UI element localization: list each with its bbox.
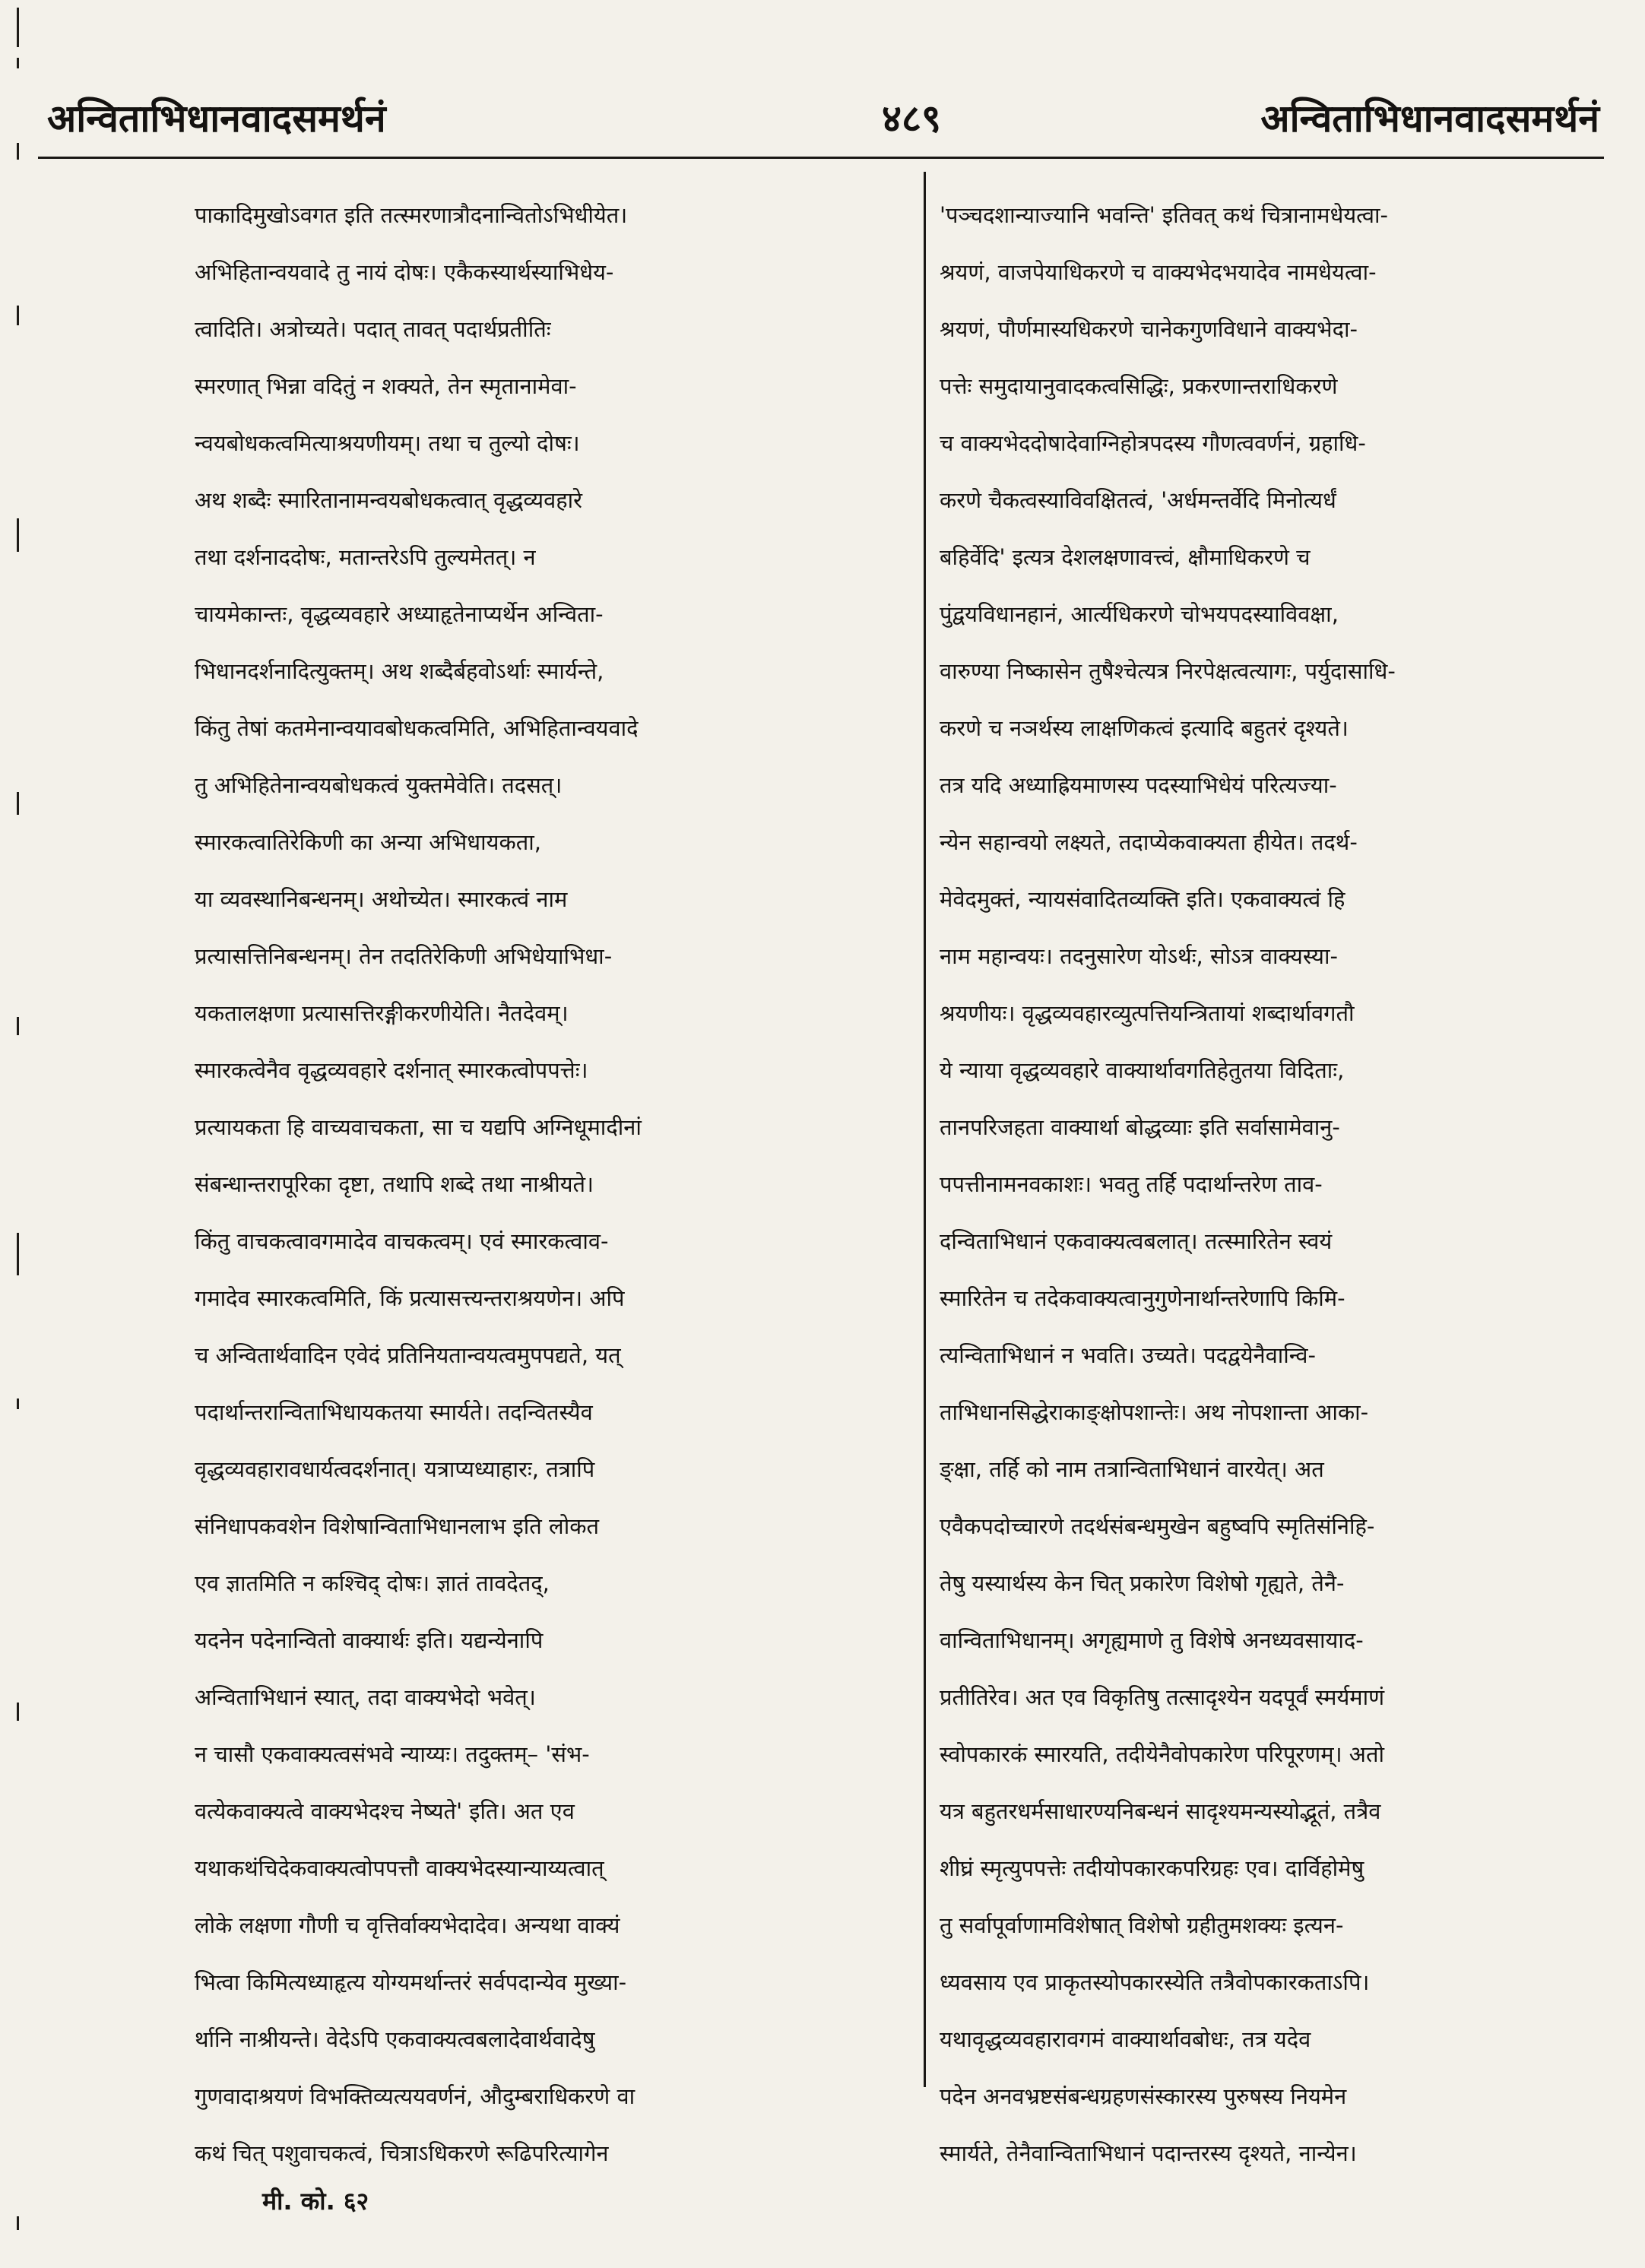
text-line: संबन्धान्तरापूरिका दृष्टा, तथापि शब्दे तथा नाश्रीयते। xyxy=(195,1171,594,1197)
text-line: वृद्धव्यवहारावधार्यत्वदर्शनात्। यत्राप्यध्याहारः, तत्रापि xyxy=(195,1456,595,1482)
running-title-left: अन्विताभिधानवादसमर्थनं xyxy=(47,97,386,141)
text-line: वारुण्या निष्कासेन तुषैश्चेत्यत्र निरपेक्षत्वत्यागः, पर्युदासाधि- xyxy=(940,658,1396,684)
text-line: पदेन अनवभ्रष्टसंबन्धग्रहणसंस्कारस्य पुरुषस्य नियमेन xyxy=(940,2083,1347,2109)
text-line: गुणवादाश्रयणं विभक्तिव्यत्ययवर्णनं, औदुम्बराधिकरणे वा xyxy=(195,2083,635,2109)
text-line: स्मारितेन च तदेकवाक्यत्वानुगुणेनार्थान्तरेणापि किमि- xyxy=(940,1285,1345,1311)
page-number: ४८९ xyxy=(882,97,941,141)
text-line: स्मार्यते, तेनैवान्विताभिधानं पदान्तरस्य दृश्यते, नान्येन। xyxy=(940,2140,1357,2166)
text-line: भित्वा किमित्यध्याहृत्य योग्यमर्थान्तरं सर्वपदान्येव मुख्या- xyxy=(195,1969,627,1995)
text-line: संनिधापकवशेन विशेषान्विताभिधानलाभ इति लोकत xyxy=(195,1513,600,1539)
margin-mark xyxy=(17,143,19,160)
text-line: न्वयबोधकत्वमित्याश्रयणीयम्। तथा च तुल्यो दोषः। xyxy=(195,430,580,456)
right-column xyxy=(940,187,1604,2182)
text-line: किंतु वाचकत्वावगमादेव वाचकत्वम्। एवं स्मारकत्वाव- xyxy=(195,1228,609,1254)
text-line: प्रत्यासत्तिनिबन्धनम्। तेन तदतिरेकिणी अभिधेयाभिधा- xyxy=(195,943,613,969)
running-title-right: अन्विताभिधानवादसमर्थनं xyxy=(1260,97,1599,141)
text-line: तानपरिजहता वाक्यार्था बोद्धव्याः इति सर्वासामेवानु- xyxy=(940,1114,1340,1140)
text-line: अन्विताभिधानं स्यात्, तदा वाक्यभेदो भवेत्। xyxy=(195,1684,536,1710)
text-line: पुंद्वयविधानहानं, आर्त्यधिकरणे चोभयपदस्याविवक्षा, xyxy=(940,601,1339,627)
text-line: श्रयणीयः। वृद्धव्यवहारव्युत्पत्तियन्त्रितायां शब्दार्थावगतौ xyxy=(940,1000,1355,1026)
text-line: स्वोपकारकं स्मारयति, तदीयेनैवोपकारेण परिपूरणम्। अतो xyxy=(940,1741,1384,1767)
text-line: तेषु यस्यार्थस्य केन चित् प्रकारेण विशेषो गृह्यते, तेनै- xyxy=(940,1570,1345,1596)
text-line: र्थानि नाश्रीयन्ते। वेदेऽपि एकवाक्यत्वबलादेवार्थवादेषु xyxy=(195,2026,595,2052)
margin-mark xyxy=(17,518,19,552)
text-line: शीघ्रं स्मृत्युपपत्तेः तदीयोपकारकपरिग्रहः एव। दार्विहोमेषु xyxy=(940,1855,1364,1881)
text-line: स्मारकत्वेनैव वृद्धव्यवहारे दर्शनात् स्मारकत्वोपपत्तेः। xyxy=(195,1057,588,1083)
text-line: ये न्याया वृद्धव्यवहारे वाक्यार्थावगतिहेतुतया विदिताः, xyxy=(940,1057,1345,1083)
text-line: तु सर्वापूर्वाणामविशेषात् विशेषो ग्रहीतुमशक्यः इत्यन- xyxy=(940,1912,1344,1938)
column-divider xyxy=(924,172,926,2087)
text-line: न चासौ एकवाक्यत्वसंभवे न्याय्यः। तदुक्तम्– 'संभ- xyxy=(195,1741,590,1767)
text-line: दन्विताभिधानं एकवाक्यत्वबलात्। तत्स्मारितेन स्वयं xyxy=(940,1228,1333,1254)
text-line: च वाक्यभेददोषादेवाग्निहोत्रपदस्य गौणत्ववर्णनं, ग्रहाधि- xyxy=(940,430,1366,456)
margin-mark xyxy=(17,58,19,68)
margin-mark xyxy=(17,8,19,47)
text-line: तु अभिहितेनान्वयबोधकत्वं युक्तमेवेति। तदसत्। xyxy=(195,772,563,798)
text-line: पदार्थान्तरान्विताभिधायकतया स्मार्यते। तदन्वितस्यैव xyxy=(195,1399,593,1425)
text-line: एवैकपदोच्चारणे तदर्थसंबन्धमुखेन बहुष्वपि स्मृतिसंनिहि- xyxy=(940,1513,1375,1539)
text-line: नाम महान्वयः। तदनुसारेण योऽर्थः, सोऽत्र वाक्यस्या- xyxy=(940,943,1338,969)
margin-mark xyxy=(17,1017,19,1035)
text-line: अभिहितान्वयवादे तु नायं दोषः। एकैकस्यार्थस्याभिधेय- xyxy=(195,259,614,285)
text-line: गमादेव स्मारकत्वमिति, किं प्रत्यासत्त्यन्तराश्रयणेन। अपि xyxy=(195,1285,625,1311)
text-line: प्रतीतिरेव। अत एव विकृतिषु तत्सादृश्येन यदपूर्वं स्मर्यमाणं xyxy=(940,1684,1385,1710)
text-line: स्मरणात् भिन्ना वदितुं न शक्यते, तेन स्मृतानामेवा- xyxy=(195,373,577,399)
text-line: करणे चैकत्वस्याविवक्षितत्वं, 'अर्धमन्तर्वेदि मिनोत्यर्धं xyxy=(940,487,1336,513)
text-line: भिधानदर्शनादित्युक्तम्। अथ शब्दैर्बहवोऽर्थाः स्मार्यन्ते, xyxy=(195,658,604,684)
text-line: यत्र बहुतरधर्मसाधारण्यनिबन्धनं सादृश्यमन्यस्योद्भूतं, तत्रैव xyxy=(940,1798,1381,1824)
page-footer-signature: मी. को. ६२ xyxy=(262,2187,369,2216)
text-line: ध्यवसाय एव प्राकृतस्योपकारस्येति तत्रैवोपकारकताऽपि। xyxy=(940,1969,1370,1995)
text-line: वान्विताभिधानम्। अगृह्यमाणे तु विशेषे अनध्यवसायाद- xyxy=(940,1627,1364,1653)
text-line: यदनेन पदेनान्वितो वाक्यार्थः इति। यद्यन्येनापि xyxy=(195,1627,544,1653)
text-line: करणे च नञर्थस्य लाक्षणिकत्वं इत्यादि बहुतरं दृश्यते। xyxy=(940,715,1349,741)
margin-mark xyxy=(17,2216,19,2230)
text-line: तथा दर्शनाददोषः, मतान्तरेऽपि तुल्यमेतत्। न xyxy=(195,544,536,570)
page-header xyxy=(38,91,1607,160)
text-line: यथाकथंचिदेकवाक्यत्वोपपत्तौ वाक्यभेदस्यान्याय्यत्वात् xyxy=(195,1855,604,1881)
text-line: यकतालक्षणा प्रत्यासत्तिरङ्गीकरणीयेति। नैतदेवम्। xyxy=(195,1000,569,1026)
text-line: वत्येकवाक्यत्वे वाक्यभेदश्च नेष्यते' इति। अत एव xyxy=(195,1798,575,1824)
margin-mark xyxy=(17,792,19,815)
text-line: मेवेदमुक्तं, न्यायसंवादितव्यक्ति इति। एकवाक्यत्वं हि xyxy=(940,886,1345,912)
text-line: पत्तेः समुदायानुवादकत्वसिद्धिः, प्रकरणान्तराधिकरणे xyxy=(940,373,1338,399)
margin-mark xyxy=(17,1703,19,1721)
text-line: च अन्वितार्थवादिन एवेदं प्रतिनियतान्वयत्वमुपपद्यते, यत् xyxy=(195,1342,621,1368)
text-line: एव ज्ञातमिति न कश्चिद् दोषः। ज्ञातं तावदेतद्, xyxy=(195,1570,550,1596)
margin-mark xyxy=(17,306,19,325)
margin-mark xyxy=(17,1233,19,1275)
text-line: 'पञ्चदशान्याज्यानि भवन्ति' इतिवत् कथं चित्रानामधेयत्वा- xyxy=(940,202,1388,228)
text-line: कथं चित् पशुवाचकत्वं, चित्राऽधिकरणे रूढिपरित्यागेन xyxy=(195,2140,609,2166)
text-line: प्रत्यायकता हि वाच्यवाचकता, सा च यद्यपि अग्निधूमादीनां xyxy=(195,1114,642,1140)
text-line: तत्र यदि अध्याह्रियमाणस्य पदस्याभिधेयं परित्यज्या- xyxy=(940,772,1337,798)
text-line: लोके लक्षणा गौणी च वृत्तिर्वाक्यभेदादेव। अन्यथा वाक्यं xyxy=(195,1912,620,1938)
text-line: किंतु तेषां कतमेनान्वयावबोधकत्वमिति, अभिहितान्वयवादे xyxy=(195,715,639,741)
text-line: त्वादिति। अत्रोच्यते। पदात् तावत् पदार्थप्रतीतिः xyxy=(195,316,551,342)
text-line: त्यन्विताभिधानं न भवति। उच्यते। पदद्वयेनैवान्वि- xyxy=(940,1342,1317,1368)
text-line: पपत्तीनामनवकाशः। भवतु तर्हि पदार्थान्तरेण ताव- xyxy=(940,1171,1323,1197)
text-line: श्रयणं, पौर्णमास्यधिकरणे चानेकगुणविधाने वाक्यभेदा- xyxy=(940,316,1358,342)
left-column xyxy=(195,187,900,2182)
text-line: स्मारकत्वातिरेकिणी का अन्या अभिधायकता, xyxy=(195,829,541,855)
text-line: अथ शब्दैः स्मारितानामन्वयबोधकत्वात् वृद्धव्यवहारे xyxy=(195,487,583,513)
text-line: पाकादिमुखोऽवगत इति तत्स्मरणात्रौदनान्वितोऽभिधीयेत। xyxy=(195,202,628,228)
margin-mark xyxy=(17,1398,19,1409)
text-line: बहिर्वेदि' इत्यत्र देशलक्षणावत्त्वं, क्षौमाधिकरणे च xyxy=(940,544,1311,570)
text-line: ङ्क्षा, तर्हि को नाम तत्रान्विताभिधानं वारयेत्। अत xyxy=(940,1456,1324,1482)
text-line: ताभिधानसिद्धेराकाङ्क्षोपशान्तेः। अथ नोपशान्ता आका- xyxy=(940,1399,1369,1425)
text-line: चायमेकान्तः, वृद्धव्यवहारे अध्याहृतेनाप्यर्थेन अन्विता- xyxy=(195,601,604,627)
scan-margin-marks xyxy=(9,0,32,2268)
text-line: श्रयणं, वाजपेयाधिकरणे च वाक्यभेदभयादेव नामधेयत्वा- xyxy=(940,259,1377,285)
text-line: यथावृद्धव्यवहारावगमं वाक्यार्थावबोधः, तत्र यदेव xyxy=(940,2026,1311,2052)
text-line: या व्यवस्थानिबन्धनम्। अथोच्येत। स्मारकत्वं नाम xyxy=(195,886,568,912)
header-rule xyxy=(38,157,1604,159)
text-line: न्येन सहान्वयो लक्ष्यते, तदाप्येकवाक्यता हीयेत। तदर्थ- xyxy=(940,829,1358,855)
